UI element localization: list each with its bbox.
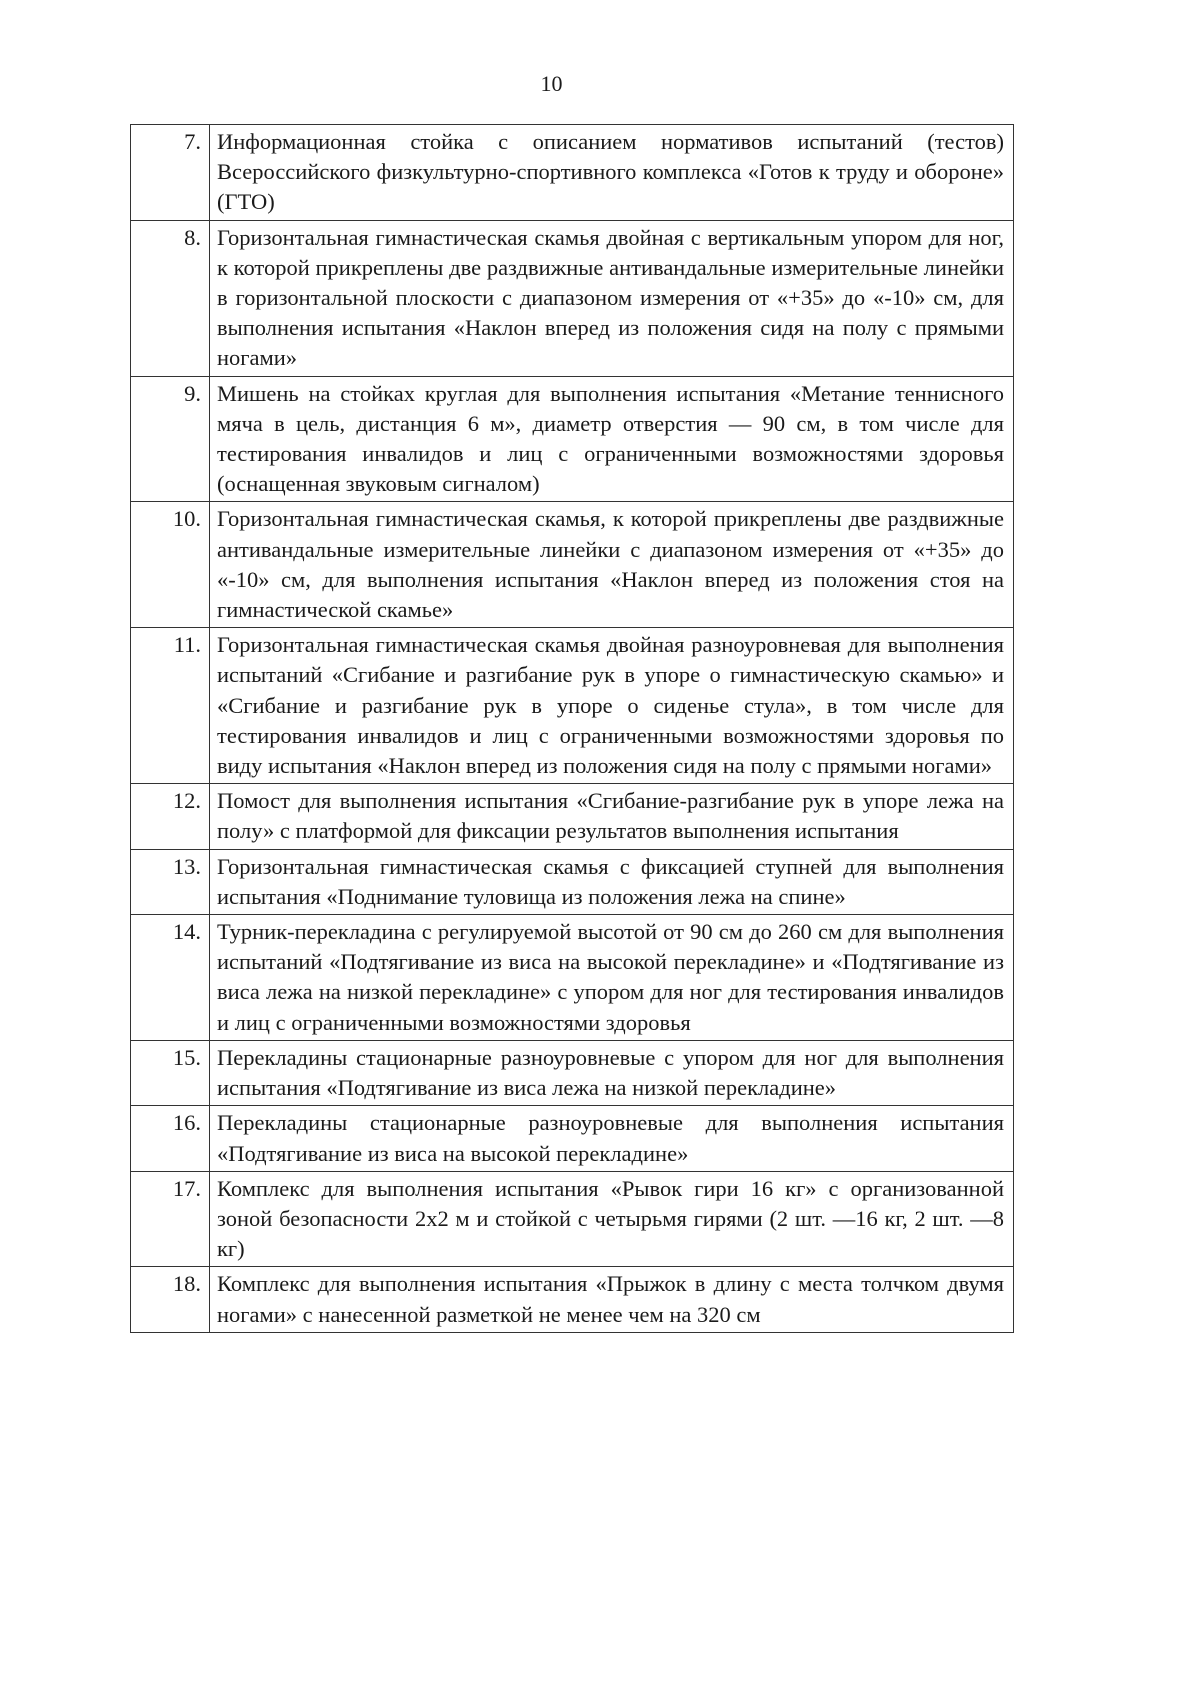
- row-number: 7.: [131, 125, 210, 221]
- row-number: 18.: [131, 1267, 210, 1332]
- equipment-table-body: [131, 125, 1014, 1333]
- row-number: 17.: [131, 1171, 210, 1267]
- table-row: [131, 849, 1014, 914]
- equipment-table: [130, 124, 1014, 1333]
- row-number: 10.: [131, 502, 210, 628]
- row-number: 16.: [131, 1106, 210, 1171]
- row-description: Горизонтальная гимнастическая скамья, к которой прикреплены две раздвижные антивандальные измерительные линейки с диапазоном измерения от «+35» до «-10» см, для выполнения испытания «Наклон вперед из положения стоя на гимнастической скамье»: [210, 502, 1014, 628]
- row-description: Турник-перекладина с регулируемой высотой от 90 см до 260 см для выполнения испытаний «Подтягивание из виса на высокой перекладине» и «Подтягивание из виса лежа на низкой перекладине» с упором для ног для тестирования инвалидов и лиц с ограниченными возможностями здоровья: [210, 915, 1014, 1041]
- row-description: Информационная стойка с описанием нормативов испытаний (тестов) Всероссийского физкультурно-спортивного комплекса «Готов к труду и обороне» (ГТО): [210, 125, 1014, 221]
- page-number: 10: [540, 71, 563, 96]
- row-description: Перекладины стационарные разноуровневые для выполнения испытания «Подтягивание из виса на высокой перекладине»: [210, 1106, 1014, 1171]
- table-row: [131, 784, 1014, 849]
- row-number: 14.: [131, 915, 210, 1041]
- table-row: [131, 915, 1014, 1041]
- row-number: 12.: [131, 784, 210, 849]
- row-description: Перекладины стационарные разноуровневые с упором для ног для выполнения испытания «Подтягивание из виса лежа на низкой перекладине»: [210, 1040, 1014, 1105]
- table-row: [131, 1171, 1014, 1267]
- row-number: 8.: [131, 220, 210, 376]
- row-description: Комплекс для выполнения испытания «Прыжок в длину с места толчком двумя ногами» с нанесенной разметкой не менее чем на 320 см: [210, 1267, 1014, 1332]
- table-row: [131, 125, 1014, 221]
- row-number: 15.: [131, 1040, 210, 1105]
- row-description: Горизонтальная гимнастическая скамья двойная с вертикальным упором для ног, к которой прикреплены две раздвижные антивандальные измерительные линейки в горизонтальной плоскости с диапазоном измерения от «+35» до «-10» см, для выполнения испытания «Наклон вперед из положения сидя на полу с прямыми ногами»: [210, 220, 1014, 376]
- table-row: [131, 628, 1014, 784]
- row-number: 9.: [131, 376, 210, 502]
- row-number: 11.: [131, 628, 210, 784]
- row-description: Комплекс для выполнения испытания «Рывок гири 16 кг» с организованной зоной безопасности 2х2 м и стойкой с четырьмя гирями (2 шт. —16 кг, 2 шт. —8 кг): [210, 1171, 1014, 1267]
- row-description: Горизонтальная гимнастическая скамья с фиксацией ступней для выполнения испытания «Поднимание туловища из положения лежа на спине»: [210, 849, 1014, 914]
- table-row: [131, 1040, 1014, 1105]
- table-row: [131, 376, 1014, 502]
- row-number: 13.: [131, 849, 210, 914]
- row-description: Помост для выполнения испытания «Сгибание-разгибание рук в упоре лежа на полу» с платформой для фиксации результатов выполнения испытания: [210, 784, 1014, 849]
- table-row: [131, 1106, 1014, 1171]
- table-row: [131, 502, 1014, 628]
- row-description: Мишень на стойках круглая для выполнения испытания «Метание теннисного мяча в цель, дистанция 6 м», диаметр отверстия — 90 см, в том числе для тестирования инвалидов и лиц с ограниченными возможностями здоровья (оснащенная звуковым сигналом): [210, 376, 1014, 502]
- row-description: Горизонтальная гимнастическая скамья двойная разноуровневая для выполнения испытаний «Сгибание и разгибание рук в упоре о гимнастическую скамью» и «Сгибание и разгибание рук в упоре о сиденье стула», в том числе для тестирования инвалидов и лиц с ограниченными возможностями здоровья по виду испытания «Наклон вперед из положения сидя на полу с прямыми ногами»: [210, 628, 1014, 784]
- table-row: [131, 220, 1014, 376]
- table-row: [131, 1267, 1014, 1332]
